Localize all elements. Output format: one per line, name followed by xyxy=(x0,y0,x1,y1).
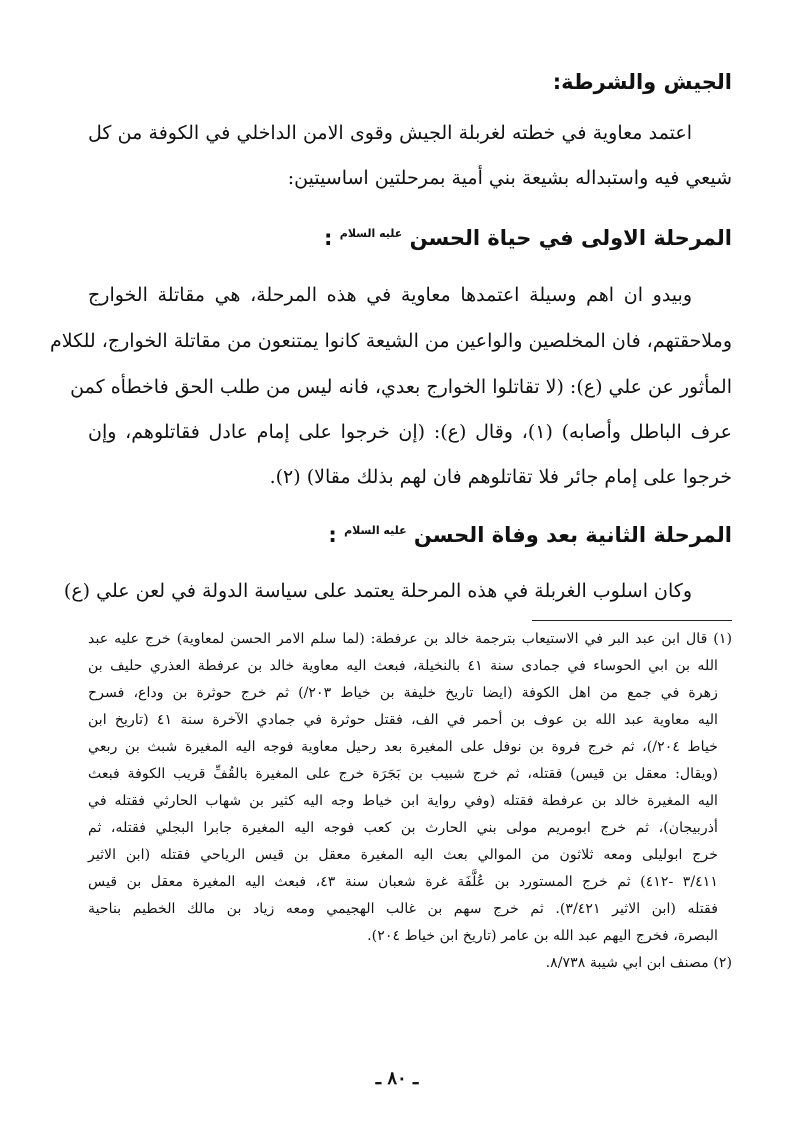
paragraph-line: اعتمد معاوية في خطته لغربلة الجيش وقوى الامن الداخلي في الكوفة من كل xyxy=(88,122,692,144)
footnote-line: اليه المغيرة خالد بن عرفطة فقتله (وفي رواية ابن خياط وجه اليه كثير بن شهاب الحارثي فقتله في xyxy=(88,793,718,809)
footnote-line: خياط ٢٠٤/)، ثم خرج فروة بن نوفل على المغيرة بعد رحيل معاوية فوجه اليه المغيرة شبث بن ربعي xyxy=(88,739,719,755)
footnote-line: أذربيجان)، ثم خرج ابومريم مولى بني الحارث بن كعب فوجه اليه المغيرة جابرا البجلي فقتله، ثم xyxy=(88,820,718,836)
section-heading-army: الجيش والشرطة: xyxy=(552,70,732,94)
footnote-line: فقتله (ابن الاثير ٣/٤٢١). ثم خرج سهم بن غالب الهجيمي ومعه زياد بن مالك الخطيم بناحية xyxy=(88,901,719,917)
page-number: ـ ٨٠ ـ xyxy=(375,1068,419,1089)
paragraph-line: وملاحقتهم، فان المخلصين والواعين من الشيعة كانوا يمتنعون من مقاتلة الخوارج، للكلام xyxy=(49,330,732,352)
footnote-line: (١) قال ابن عبد البر في الاستيعاب بترجمة خالد بن عرفطة: (لما سلم الامر الحسن لمعاوية) خرج عليه عبد xyxy=(88,631,732,647)
heading-colon: : xyxy=(324,226,333,250)
section-heading-first-stage xyxy=(88,226,732,250)
footnote-line: (ويقال: معقل بن قيس) فقتله، ثم خرج شبيب بن بَجَرَة خرج على المغيرة بالقُفِّ قريب الكوفة فبعث xyxy=(88,766,718,782)
footnote-separator xyxy=(532,620,732,621)
section-heading-second-stage xyxy=(88,523,732,547)
paragraph-line: وبيدو ان اهم وسيلة اعتمدها معاوية في هذه المرحلة، هي مقاتلة الخوارج xyxy=(88,284,692,306)
footnote-line: البصرة، فخرج اليهم عبد الله بن عامر (تاريخ ابن خياط ٢٠٤). xyxy=(367,928,718,944)
footnote-line: اليه معاوية عبد الله بن عوف بن أحمر في الف، فقتل حوثرة في جمادي الآخرة سنة ٤١ (تاريخ ابن xyxy=(88,712,718,728)
paragraph-line: خرجوا على إمام جائر فلا تقاتلوهم فان لهم بذلك مقالا) (٢). xyxy=(269,466,732,488)
footnote-line: الله بن ابي الحوساء في جمادى سنة ٤١ بالنخيلة، فبعث اليه معاوية خالد بن عرفطة العذري حليف بن xyxy=(88,658,718,674)
footnote-line: ٣/٤١١ -٤١٢) ثم خرج المستورد بن عُلَّفَة غرة شعبان سنة ٤٣، فبعث اليه المغيرة معقل بن قيس xyxy=(88,874,719,890)
paragraph-line: عرف الباطل وأصابه) (١)، وقال (ع): (إن خرجوا على إمام عادل فقاتلوهم، وإن xyxy=(88,421,732,443)
honorific: عليه السلام xyxy=(344,524,407,537)
paragraph-line: شيعي فيه واستبداله بشيعة بني أمية بمرحلتين اساسيتين: xyxy=(287,167,732,189)
footnote-line: خرج ابوليلى ومعه ثلاثون من الموالي بعث اليه المغيرة معقل بن قيس الرياحي فقتله (ابن الاثير xyxy=(88,847,718,863)
heading-colon: : xyxy=(328,523,337,547)
footnote-line: (٢) مصنف ابن ابي شيبة ٨/٧٣٨. xyxy=(545,955,732,971)
paragraph-line: وكان اسلوب الغربلة في هذه المرحلة يعتمد على سياسة الدولة في لعن علي (ع) xyxy=(63,580,692,602)
honorific: عليه السلام xyxy=(339,227,403,240)
heading-text: المرحلة الثانية بعد وفاة الحسن xyxy=(413,523,732,547)
paragraph-line: المأثور عن علي (ع): (لا تقاتلوا الخوارج بعدي، فانه ليس من طلب الحق فاخطأه كمن xyxy=(70,376,732,398)
footnote-line: زهرة في جمع من اهل الكوفة (ايضا تاريخ خليفة بن خياط ٢٠٣/) ثم خرج حوثرة بن وداع، فسرح xyxy=(88,685,718,701)
heading-text: المرحلة الاولى في حياة الحسن xyxy=(409,226,732,250)
